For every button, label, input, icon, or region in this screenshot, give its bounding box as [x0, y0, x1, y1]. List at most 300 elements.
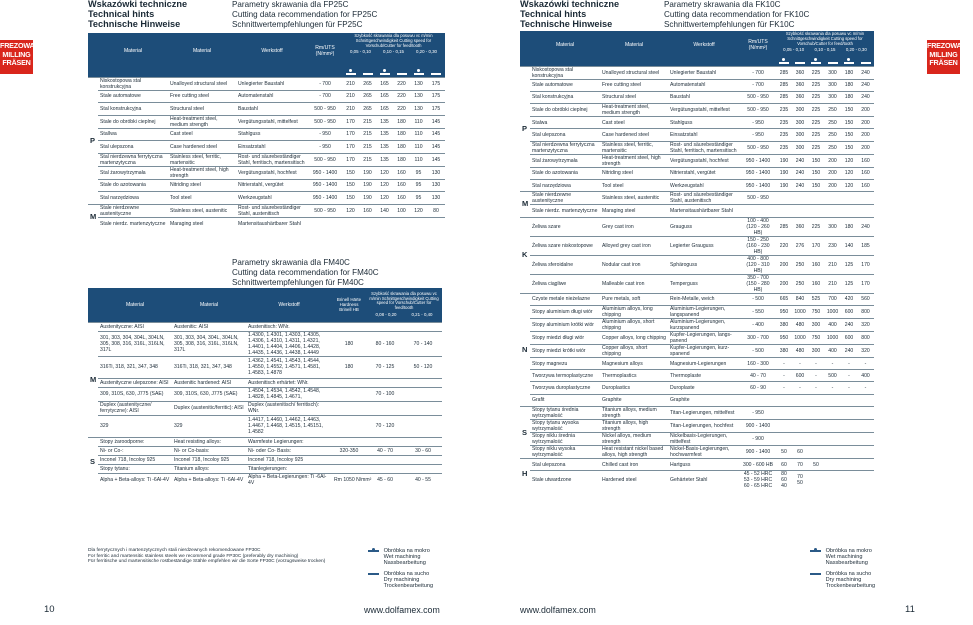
value-cell: 360 — [792, 66, 808, 79]
table-row — [520, 192, 874, 205]
table-row — [88, 322, 442, 331]
value-cell: - 400 — [740, 318, 776, 331]
material-cell: Rost- und säurebeständiger Stahl, austenitisch — [236, 204, 308, 217]
value-cell: 165 — [376, 103, 393, 116]
material-cell: 309, 310S, 630, J775 (SAE) — [172, 387, 246, 401]
dry-icon — [393, 69, 410, 77]
value-cell: 30 - 60 — [404, 446, 442, 455]
material-cell: Baustahl — [668, 91, 740, 103]
material-cell: Aluminium-Legierungen, langspanend — [668, 305, 740, 318]
material-cell: Austenitisch: WNr. — [246, 322, 332, 331]
value-cell: 950 — [776, 305, 792, 318]
page-number: 10 — [44, 604, 55, 615]
value-cell — [776, 394, 792, 406]
table-row — [88, 331, 442, 356]
value-cell — [332, 464, 366, 473]
value-cell — [740, 394, 776, 406]
milling-tab: FREZOWANIE MILLING FRÄSEN — [927, 40, 960, 74]
value-cell: 175 — [427, 90, 445, 103]
col-material-pl: Material — [530, 31, 600, 59]
material-cell: Stale do azotowania — [98, 179, 168, 192]
material-cell: Cast steel — [600, 117, 668, 129]
value-cell — [808, 433, 824, 446]
value-cell — [792, 433, 808, 446]
value-cell: 160 — [393, 166, 410, 179]
technical-hints-heading: Wskazówki techniczne Technical hints Technische Hinweise — [88, 0, 188, 29]
material-cell: Nickel alloys, medium strength — [600, 433, 668, 446]
material-cell: Stopy miedzi długi wiór — [530, 331, 600, 344]
material-cell: Nodular cast iron — [600, 255, 668, 274]
value-cell: 200 — [824, 179, 841, 191]
material-cell: StalIwa — [98, 128, 168, 141]
value-cell: 165 — [376, 90, 393, 103]
fm40c-table — [88, 288, 442, 487]
value-cell: 285 — [776, 217, 792, 236]
value-cell: 95 — [410, 166, 427, 179]
value-cell: 750 — [808, 305, 824, 318]
value-cell: 190 — [776, 154, 792, 167]
material-cell: Free cutting steel — [168, 90, 236, 103]
value-cell — [824, 420, 841, 433]
value-cell: 160 - 300 — [740, 357, 776, 369]
material-cell: Heat resistant nickel based alloys, high strength — [600, 446, 668, 459]
value-cell: 285 — [776, 66, 792, 79]
value-cell: 500 - 950 — [740, 91, 776, 103]
material-cell: 1.4417, 1.4460, 1.4462, 1.4463, 1.4467, 1.4468, 1.4515, 1.45151, 1.4582 — [246, 415, 332, 437]
value-cell: 360 — [792, 217, 808, 236]
material-cell: Austenitic hardened: AISI — [172, 378, 246, 387]
value-cell: 240 — [841, 318, 857, 331]
material-cell: 301, 303, 304, 304L, 304LN, 305, 308, 316, 316L, 316LN, 317L — [172, 331, 246, 356]
value-cell: 225 — [808, 217, 824, 236]
material-cell: 329 — [98, 415, 172, 437]
material-cell: Free cutting steel — [600, 79, 668, 91]
material-cell: Stale nierdzewne austenityczne — [530, 192, 600, 205]
value-cell: 170 — [342, 128, 359, 141]
material-cell: Stal narzędziowa — [98, 192, 168, 205]
value-cell — [857, 446, 874, 459]
material-cell: Żeliwa szare — [530, 217, 600, 236]
value-cell: 400 — [824, 318, 841, 331]
material-cell: 309, 310S, 630, J775 (SAE) — [98, 387, 172, 401]
value-cell: - — [841, 370, 857, 382]
material-cell: Nickelbasis-Legierungen, mittelfest — [668, 433, 740, 446]
value-cell — [410, 217, 427, 230]
value-cell: 180 — [841, 79, 857, 91]
value-cell: 40 - 70 — [740, 370, 776, 382]
material-cell: Inconel 718, Incoloy 925 — [172, 455, 246, 464]
value-cell: 80 — [427, 204, 445, 217]
value-cell: 560 — [857, 293, 874, 305]
material-cell: Hartguss — [668, 459, 740, 471]
value-cell: 150 — [808, 154, 824, 167]
material-cell: Ni- or Co-basis: — [172, 446, 246, 455]
col-speed: Szybkość skrawania dla posuwu vc m/min Schnittgeschwindigkeit Cutting speed for Vorschub/Cutter for feed/tooth 0,05 - 0,10 0,10 - 0,15 0,20 - 0,30 — [342, 33, 445, 69]
value-cell: - 500 — [740, 293, 776, 305]
material-cell: Austenitic: AISI — [172, 322, 246, 331]
value-cell: 70 50 — [792, 471, 808, 490]
material-cell: Stal ulepszona — [530, 459, 600, 471]
value-cell: 190 — [359, 179, 376, 192]
table-row — [520, 141, 874, 154]
value-cell: 400 — [824, 344, 841, 357]
material-cell: Stal ulepszona — [98, 141, 168, 154]
wet-icon — [776, 59, 792, 66]
value-cell: 350 - 700 (150 - 280 HB) — [740, 274, 776, 293]
material-cell: Thermoplaste — [668, 370, 740, 382]
material-cell: Heat resisting alloys: — [172, 437, 246, 446]
material-cell: Stopy niklu średnia wytrzymałość — [530, 433, 600, 446]
value-cell: 950 - 1400 — [740, 167, 776, 179]
value-cell: 190 — [359, 166, 376, 179]
value-cell — [841, 407, 857, 420]
wet-machining-icon — [368, 548, 379, 555]
value-cell: 95 — [410, 192, 427, 205]
value-cell: 185 — [857, 236, 874, 255]
material-cell: Warmfeste Legierungen: — [246, 437, 332, 446]
value-cell: 175 — [427, 103, 445, 116]
value-cell — [824, 192, 841, 205]
value-cell: 200 — [857, 141, 874, 154]
value-cell: 110 — [410, 141, 427, 154]
material-cell: Inconel 718, Incoloy 925 — [246, 455, 332, 464]
value-cell — [857, 407, 874, 420]
material-cell: Tool steel — [168, 192, 236, 205]
value-cell — [857, 205, 874, 217]
value-cell — [366, 455, 404, 464]
value-cell: 380 — [776, 318, 792, 331]
value-cell: 700 — [824, 293, 841, 305]
value-cell: 500 - 950 — [740, 141, 776, 154]
value-cell: 220 — [776, 236, 792, 255]
material-cell: Legierter Grauguss — [668, 236, 740, 255]
value-cell: 235 — [776, 104, 792, 117]
value-cell: 160 — [359, 204, 376, 217]
value-cell: 120 — [342, 204, 359, 217]
col-rm: Rm/UTS (N/mm²) — [308, 33, 342, 69]
value-cell: - — [792, 382, 808, 394]
value-cell: 50 — [808, 459, 824, 471]
value-cell: 750 — [808, 331, 824, 344]
material-cell: Vergütungsstahl, mittelfest — [668, 104, 740, 117]
dry-icon — [427, 69, 445, 77]
material-cell: Rost- und säurebeständiger Stahl, ferritisch, martensitisch — [236, 153, 308, 166]
value-cell: 900 - 1400 — [740, 446, 776, 459]
material-cell: Graphite — [668, 394, 740, 406]
material-group-letter: M — [520, 192, 530, 217]
value-cell: 600 — [841, 331, 857, 344]
value-cell: 100 - 400 (120 - 260 HB) — [740, 217, 776, 236]
material-cell: Stale automatowe — [530, 79, 600, 91]
material-cell: Hardened steel — [600, 471, 668, 490]
material-cell: Stopy aluminium krótki wiór — [530, 318, 600, 331]
value-cell — [841, 433, 857, 446]
value-cell: - 950 — [308, 128, 342, 141]
material-cell: Aluminium alloys, long chipping — [600, 305, 668, 318]
value-cell — [841, 205, 857, 217]
value-cell: 250 — [824, 117, 841, 129]
material-cell: Case hardened steel — [168, 141, 236, 154]
left-page — [0, 0, 480, 625]
value-cell — [404, 322, 442, 331]
material-cell: Unlegierter Baustahl — [668, 66, 740, 79]
value-cell: 80 - 160 — [366, 331, 404, 356]
value-cell: - 950 — [308, 141, 342, 154]
material-cell: Żeliwa sferoidalne — [530, 255, 600, 274]
value-cell — [404, 401, 442, 415]
value-cell — [857, 420, 874, 433]
value-cell — [857, 471, 874, 490]
fm40c-notes: Dla ferrytycznych i martenzytycznych stali nierdzewnych rekomendowane FP30C For ferritic and martensitic stainless steels we recommend grade FP30C (preferably dry machining) Für ferritische und martensitische rostbeständige Stähle empfehlen wir die Sorte FP30C (vorzugsweise trocken) — [88, 548, 326, 564]
material-cell: Stale do obróbki cieplnej — [98, 115, 168, 128]
value-cell: - — [841, 357, 857, 369]
value-cell: 235 — [776, 141, 792, 154]
value-cell — [857, 459, 874, 471]
value-cell — [404, 415, 442, 437]
value-cell: 215 — [359, 153, 376, 166]
value-cell: 950 — [776, 331, 792, 344]
value-cell — [404, 455, 442, 464]
material-cell: Alloyed grey cast iron — [600, 236, 668, 255]
value-cell: 220 — [393, 90, 410, 103]
table-row — [520, 236, 874, 255]
value-cell: 150 - 250 (160 - 230 HB) — [740, 236, 776, 255]
value-cell: 300 - 700 — [740, 331, 776, 344]
material-cell: Aluminium alloys, short chipping — [600, 318, 668, 331]
material-cell: Kupfer-Legierungen, kurz-spanend — [668, 344, 740, 357]
material-cell: Copper alloys, short chipping — [600, 344, 668, 357]
table-row — [88, 378, 442, 387]
dry-icon — [792, 59, 808, 66]
value-cell: 180 — [393, 128, 410, 141]
material-cell: Żeliwa ciągliwe — [530, 274, 600, 293]
value-cell: 500 - 950 — [308, 204, 342, 217]
material-cell: Vergütungsstahl, hochfest — [668, 154, 740, 167]
table-row — [520, 205, 874, 217]
value-cell: 300 — [808, 344, 824, 357]
table-row — [520, 318, 874, 331]
material-cell: Vergütungsstahl, hochfest — [236, 166, 308, 179]
value-cell: 170 — [808, 236, 824, 255]
material-cell: Ni- oder Co- Basis: — [246, 446, 332, 455]
material-cell: Stale automatowe — [98, 90, 168, 103]
value-cell — [841, 192, 857, 205]
table-row — [520, 66, 874, 79]
website-link[interactable]: www.dolfamex.com — [520, 605, 596, 615]
material-cell: Martensitaushärtbarer Stahl — [668, 205, 740, 217]
material-cell: Duplex (austenitisch/ ferritisch): WNr. — [246, 401, 332, 415]
wet-icon — [841, 59, 857, 66]
wet-machining-icon — [810, 548, 821, 555]
table-row — [520, 179, 874, 191]
material-cell: Stal konstrukcyjna — [98, 103, 168, 116]
col-speed: Szybkość skrawania dla posuwu vc m/min Schnittgeschwindigkeit Cutting speed for Vorschub/Cutter for feed/tooth 0,08 - 0,20 0,21 - 0,40 — [366, 288, 442, 322]
value-cell: 400 — [857, 370, 874, 382]
table-row — [88, 356, 442, 378]
col-werkstoff: Werkstoff — [246, 288, 332, 322]
value-cell: 225 — [808, 104, 824, 117]
value-cell: 225 — [808, 91, 824, 103]
value-cell: 240 — [792, 167, 808, 179]
value-cell — [792, 420, 808, 433]
value-cell: 130 — [410, 77, 427, 90]
material-cell: Stainless steel, ferritic, martensitic — [600, 141, 668, 154]
value-cell: 210 — [824, 274, 841, 293]
table-row — [88, 166, 445, 179]
value-cell: 215 — [359, 128, 376, 141]
value-cell: 180 — [841, 66, 857, 79]
value-cell — [808, 394, 824, 406]
value-cell: 320 — [857, 318, 874, 331]
col-rm: Rm/UTS (N/mm²) — [740, 31, 776, 59]
value-cell: 110 — [410, 128, 427, 141]
table-row — [520, 459, 874, 471]
value-cell: 165 — [376, 77, 393, 90]
table-row — [520, 407, 874, 420]
material-cell: Stal ulepszona — [530, 129, 600, 141]
value-cell: 135 — [376, 141, 393, 154]
page-number: 11 — [905, 604, 915, 615]
material-cell: Tool steel — [600, 179, 668, 191]
material-cell: Titanium alloys, medium strength — [600, 407, 668, 420]
table-row — [520, 117, 874, 129]
material-cell: Austenityczne ulepszone: AISI — [98, 378, 172, 387]
table-row — [520, 446, 874, 459]
table-row — [520, 154, 874, 167]
material-cell: Duroplaste — [668, 382, 740, 394]
value-cell: 60 — [792, 446, 808, 459]
material-cell: Stale nierdz. martenzytyczne — [98, 217, 168, 230]
material-cell: 316Ti, 318, 321, 347, 348 — [98, 356, 172, 378]
fk10c-table-wrap — [520, 31, 874, 489]
value-cell: 500 - 950 — [740, 192, 776, 205]
value-cell — [792, 394, 808, 406]
value-cell: 200 — [824, 167, 841, 179]
value-cell: 50 — [776, 446, 792, 459]
material-cell: Tworzywa duroplastyczne — [530, 382, 600, 394]
value-cell: - 950 — [740, 129, 776, 141]
value-cell: 180 — [841, 91, 857, 103]
value-cell: 130 — [410, 90, 427, 103]
material-cell: Unlegierter Baustahl — [236, 77, 308, 90]
table-row — [520, 129, 874, 141]
table-row — [520, 382, 874, 394]
value-cell — [404, 387, 442, 401]
material-cell: Stainless steel, austenitic — [168, 204, 236, 217]
material-cell: Thermoplastics — [600, 370, 668, 382]
table-row — [88, 153, 445, 166]
value-cell — [366, 437, 404, 446]
value-cell — [824, 433, 841, 446]
value-cell: 170 — [857, 274, 874, 293]
material-cell: Stale do azotowania — [530, 167, 600, 179]
material-cell: Maraging steel — [168, 217, 236, 230]
value-cell — [808, 192, 824, 205]
material-cell: Stopy tytanu: — [98, 464, 172, 473]
table-row — [88, 217, 445, 230]
material-cell: Inconel 718, Incoloy 925 — [98, 455, 172, 464]
material-group-letter: P — [520, 66, 530, 192]
value-cell: 300 — [824, 66, 841, 79]
value-cell: 180 — [841, 217, 857, 236]
value-cell: 420 — [841, 293, 857, 305]
table-row — [88, 115, 445, 128]
value-cell: Rm 1050 N/mm² — [332, 473, 366, 487]
value-cell: 190 — [776, 179, 792, 191]
material-cell: Kupfer-Legierungen, langs-panend — [668, 331, 740, 344]
website-link[interactable]: www.dolfamex.com — [364, 605, 440, 615]
material-cell: Austenitisch erhärtet: WNr. — [246, 378, 332, 387]
value-cell: 300 — [808, 318, 824, 331]
material-cell: Nitriding steel — [600, 167, 668, 179]
value-cell: 45 - 60 — [366, 473, 404, 487]
value-cell — [792, 407, 808, 420]
material-cell: Martensitaushärtbarer Stahl — [236, 217, 308, 230]
value-cell: - — [792, 357, 808, 369]
value-cell: 150 — [841, 141, 857, 154]
value-cell: 95 — [410, 179, 427, 192]
material-cell: Automatenstahl — [236, 90, 308, 103]
value-cell: 210 — [342, 77, 359, 90]
col-material-pl: Material — [98, 33, 168, 69]
table-row — [520, 305, 874, 318]
value-cell: 145 — [427, 128, 445, 141]
value-cell: 220 — [393, 103, 410, 116]
material-cell: Stopy tytanu wysoka wytrzymałość — [530, 420, 600, 433]
value-cell: 70 — [792, 459, 808, 471]
value-cell — [366, 401, 404, 415]
table-row — [88, 455, 442, 464]
value-cell: 950 - 1400 — [740, 179, 776, 191]
value-cell: 360 — [792, 79, 808, 91]
value-cell: 120 — [410, 204, 427, 217]
value-cell: 225 — [808, 141, 824, 154]
table-row — [520, 433, 874, 446]
value-cell: 150 — [342, 192, 359, 205]
table-row — [88, 179, 445, 192]
value-cell: 250 — [824, 129, 841, 141]
value-cell: 500 - 950 — [740, 104, 776, 117]
value-cell — [824, 205, 841, 217]
table-row — [520, 274, 874, 293]
material-cell: Case hardened steel — [600, 129, 668, 141]
material-cell: Nitrierstahl, vergütet — [668, 167, 740, 179]
table-row — [520, 357, 874, 369]
table-row — [520, 217, 874, 236]
value-cell: 200 — [857, 104, 874, 117]
value-cell: - — [857, 357, 874, 369]
value-cell: 150 — [841, 104, 857, 117]
value-cell — [308, 217, 342, 230]
value-cell: 130 — [427, 166, 445, 179]
material-cell: Temperguss — [668, 274, 740, 293]
value-cell — [332, 415, 366, 437]
value-cell: 200 — [776, 255, 792, 274]
material-cell: Stal żarowytrzymała — [530, 154, 600, 167]
material-cell: Pure metals, soft — [600, 293, 668, 305]
value-cell: 300 — [792, 117, 808, 129]
col-material-en: Material — [172, 288, 246, 322]
value-cell: 40 - 55 — [404, 473, 442, 487]
material-cell: Niskostopowa stal konstrukcyjna — [530, 66, 600, 79]
value-cell: 840 — [792, 293, 808, 305]
value-cell: 480 — [792, 344, 808, 357]
value-cell: 240 — [792, 154, 808, 167]
value-cell: 150 — [841, 117, 857, 129]
material-cell: Stal narzędziowa — [530, 179, 600, 191]
material-cell: Alpha + Beta-Legierungen: Ti -6Al-4V — [246, 473, 332, 487]
table-row — [88, 446, 442, 455]
